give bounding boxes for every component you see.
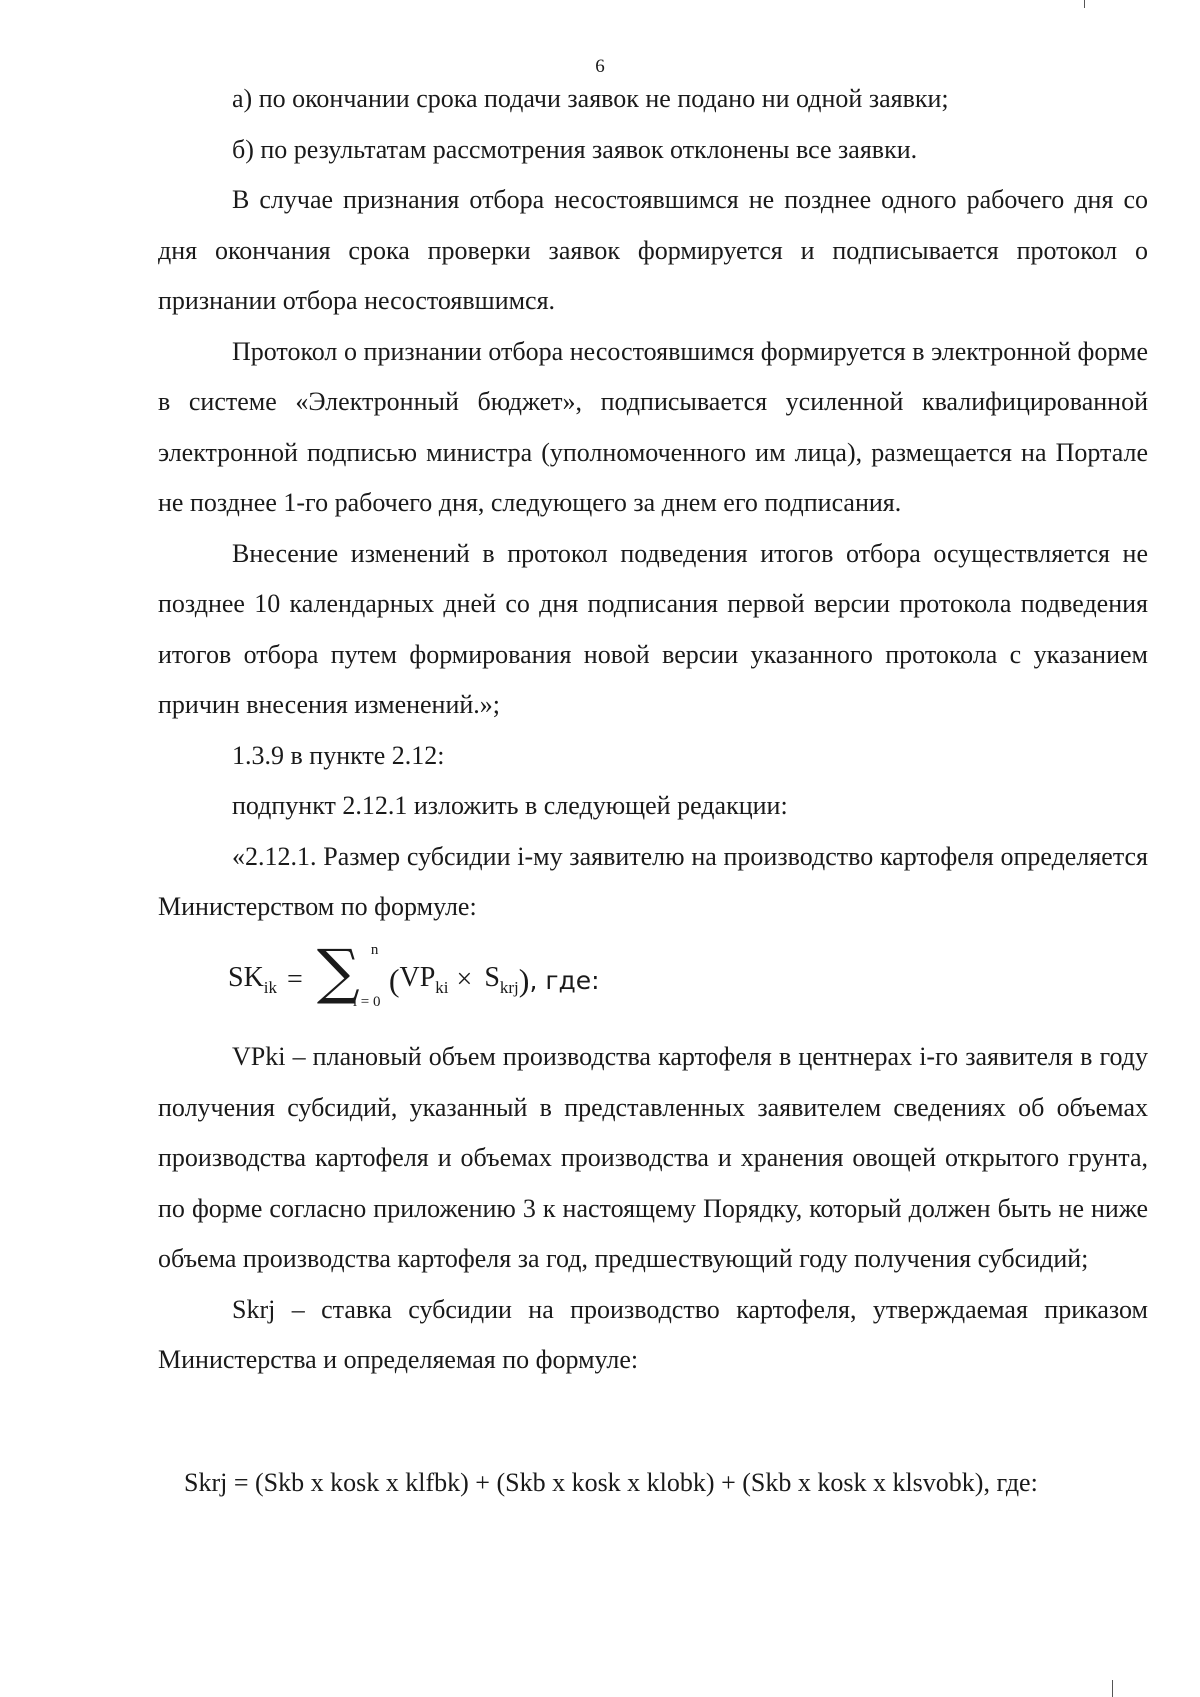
sum-symbol: ∑ <box>316 937 360 1007</box>
paragraph-vpki-definition: VPki – плановый объем производства картофеля в центнерах i-го заявителя в году получения субсидий, указанный в представленных заявителем сведениях об объемах производства картофеля и объемах производства и хранения овощей открытого грунта, по форме согласно приложению 3 к настоящему Порядку, который должен быть не ниже объема производства картофеля за год, предшествующий году получения субсидий; <box>158 1042 1148 1273</box>
sum-upper-limit: n <box>370 942 379 958</box>
paragraph-item-a: а) по окончании срока подачи заявок не подано ни одной заявки; <box>232 84 949 113</box>
formula-open-paren: ( <box>388 961 400 998</box>
text-block-bottom <box>158 1032 1148 1386</box>
formula-sum <box>313 937 387 1010</box>
formula-subsidy-sum <box>228 937 600 1010</box>
paragraph-skrj-definition: Skrj – ставка субсидии на производство картофеля, утверждаемая приказом Министерства и определяемая по формуле: <box>158 1294 1148 1374</box>
paragraph-protocol-electronic: Протокол о признании отбора несостоявшимся формируется в электронной форме в системе «Электронный бюджет», подписывается усиленной квалифицированной электронной подписью министра (уполномоченного им лица), размещается на Портале не позднее 1-го рабочего дня, следующего за днем его подписания. <box>158 336 1148 517</box>
paragraph-subpoint-2-12-1: подпункт 2.12.1 изложить в следующей редакции: <box>232 791 788 820</box>
formula-vp: $VP_{ki}$ <box>399 962 449 997</box>
formula-close-paren: ) <box>518 961 530 998</box>
formula-equals: = <box>287 964 303 995</box>
paragraph-subsidy-size: «2.12.1. Размер субсидии i-му заявителю на производство картофеля определяется Министерством по формуле: <box>158 841 1148 921</box>
paragraph-point-1-3-9: 1.3.9 в пункте 2.12: <box>232 740 445 770</box>
paragraph-protocol-changes: Внесение изменений в протокол подведения итогов отбора осуществляется не позднее 10 календарных дней со дня подписания первой версии протокола подведения итогов отбора путем формирования новой версии указанного протокола с указанием причин внесения изменений.»; <box>158 538 1148 719</box>
formula-skrj: Skrj = (Skb x kosk x klfbk) + (Skb x kosk x klobk) + (Skb x kosk x klsvobk), где: <box>184 1468 1038 1497</box>
formula-tail: , где: <box>529 965 600 995</box>
scan-mark-bottom <box>1112 1680 1113 1697</box>
paragraph-item-b: б) по результатам рассмотрения заявок отклонены все заявки. <box>232 134 918 164</box>
sum-lower-limit: i = 0 <box>352 994 381 1010</box>
paragraph-failed-selection: В случае признания отбора несостоявшимся не позднее одного рабочего дня со дня окончания срока проверки заявок формируется и подписывается протокол о признании отбора несостоявшимся. <box>158 185 1148 315</box>
scan-mark-top <box>1084 0 1085 8</box>
page-number: 6 <box>595 56 605 77</box>
formula-lhs: $SK_{ik}$ <box>228 962 278 997</box>
text-block-top <box>158 74 1148 933</box>
formula-s: $S_{krj}$ <box>484 962 519 997</box>
formula-times: × <box>456 964 473 995</box>
